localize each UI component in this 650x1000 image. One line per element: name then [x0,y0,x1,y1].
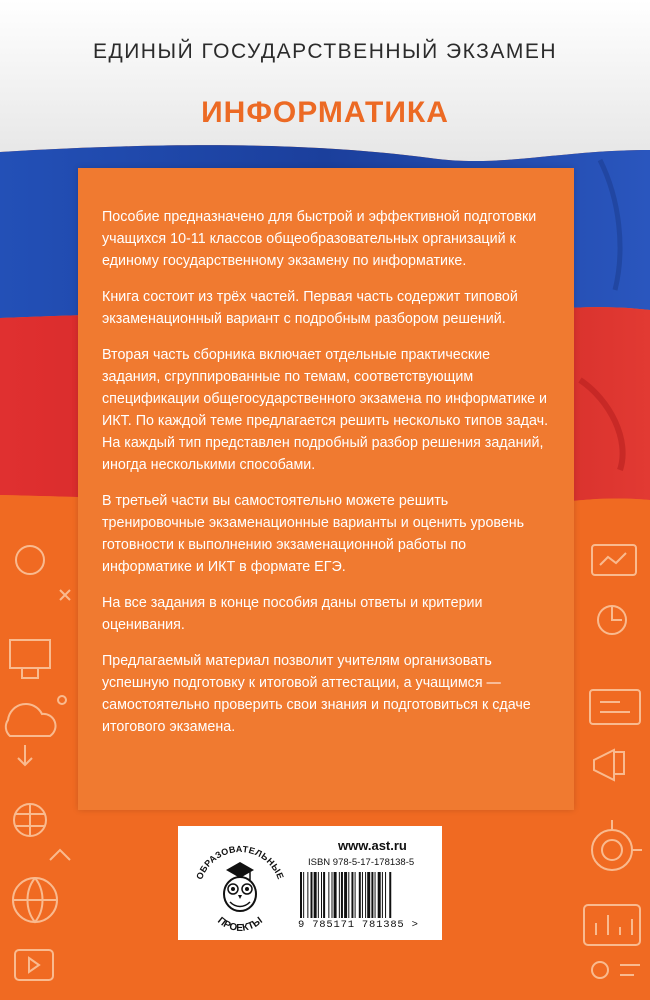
isbn: ISBN 978-5-17-178138-5 [308,857,415,868]
paragraph-5: На все задания в конце пособия даны ответы и критерии оценивания. [102,595,483,633]
logo-text-top: ОБРАЗОВАТЕЛЬНЫЕ [194,843,286,881]
svg-text:ПРОЕКТЫ [215,915,265,934]
barcode-number: 9 785171 781385 > [298,919,419,931]
paragraph-1: Пособие предназначено для быстрой и эффективной подготовки учащихся 10-11 классов общеобразовательных организаций к единому государственному экзамену по информатике. [102,209,537,269]
publisher-website: www.ast.ru [338,838,407,853]
subject-title: ИНФОРМАТИКА [201,96,449,129]
owl-icon [224,862,256,911]
paragraph-3: Вторая часть сборника включает отдельные практические задания, сгруппированные по темам, соответствующим спецификации общегосударственного экзамена по информатике и ИКТ. По каждой теме предлагается решить несколько типов задач. На каждый тип представлен подробный разбор решения заданий, иногда несколькими способами. [102,347,549,473]
barcode [298,872,438,918]
paragraph-2: Книга состоит из трёх частей. Первая часть содержит типовой экзаменационный вариант с подробным разбором решений. [102,289,518,327]
logo-text-bottom: ПРОЕКТЫ [215,915,265,934]
paragraph-4: В третьей части вы самостоятельно можете решить тренировочные экзаменационные варианты и оценить уровень готовности к выполнению экзаменационной работы по информатике и ИКТ в формате ЕГЭ. [102,493,525,575]
publisher-box [178,826,442,940]
publisher-logo [186,832,294,936]
exam-title: ЕДИНЫЙ ГОСУДАРСТВЕННЫЙ ЭКЗАМЕН [92,40,557,63]
paragraph-6: Предлагаемый материал позволит учителям организовать успешную подготовку к итоговой аттестации, а учащимся — самостоятельно проверить свои знания и подготовиться к сдаче итогового экзамена. [102,653,531,735]
description-text [102,206,552,752]
